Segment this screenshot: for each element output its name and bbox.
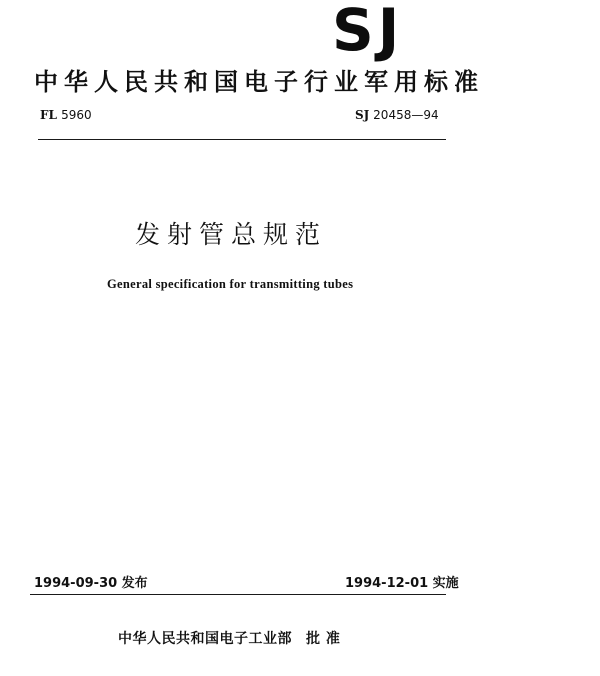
standard-code — [355, 108, 439, 122]
approving-authority: 中华人民共和国电子工业部 — [118, 631, 292, 647]
issue-date: 1994-09-30 发布 — [34, 576, 148, 591]
header-divider — [38, 139, 446, 140]
standard-code-prefix: SJ — [355, 108, 370, 122]
fl-number: 5960 — [61, 108, 92, 122]
fl-classification — [40, 108, 92, 122]
fl-prefix: FL — [40, 108, 57, 122]
standard-category-title: 中华人民共和国电子行业军用标准 — [34, 68, 484, 96]
implementation-date: 1994-12-01 实施 — [345, 576, 459, 591]
document-title-chinese: 发射管总规范 — [135, 220, 328, 249]
sj-logo: SJ — [332, 0, 404, 64]
approval-line — [118, 628, 340, 648]
standard-code-number: 20458—94 — [373, 108, 439, 122]
approve-label: 批 准 — [306, 631, 341, 647]
document-title-english: General specification for transmitting tubes — [107, 277, 354, 291]
footer-divider — [30, 594, 446, 595]
